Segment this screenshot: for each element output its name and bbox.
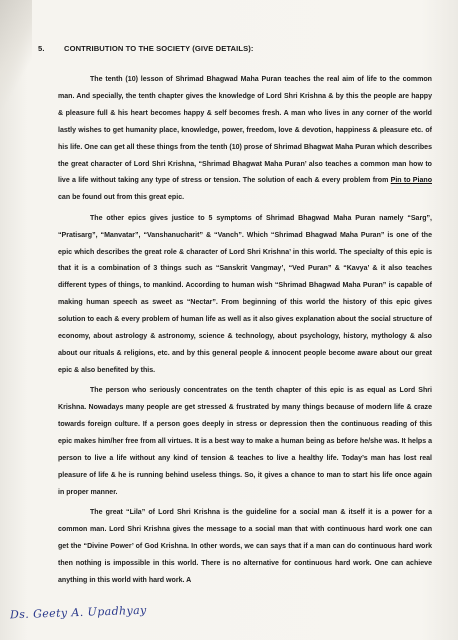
paragraph-4: The great “Lila” of Lord Shri Krishna is the guideline for a social man & itself it is a power for a common man. Lord Shri Krishna gives the message to a social man that with continuous hard work one can get the “Divine Power’ of God Krishna. In other words, we can says that if a man can do continuous hard work then nothing is impossible in this world. There is no alternative for continuous hard work. One can achieve anything in this world with hard work. A: [58, 509, 432, 584]
section-heading: [38, 44, 438, 53]
section-title: CONTRIBUTION TO THE SOCIETY (GIVE DETAILS):: [64, 44, 254, 53]
document-body: [58, 72, 432, 593]
section-number: 5.: [38, 44, 45, 53]
pin-to-piano-link[interactable]: Pin to Piano: [390, 177, 432, 185]
paragraph-1-text-before: The tenth (10) lesson of Shrimad Bhagwad Maha Puran teaches the real aim of life to the common man. And specially, the tenth chapter gives the knowledge of Lord Shri Krishna & by this the people are happy & pleasure full & his heart becomes happy & self becomes fresh. A man who lives in any corner of the world lastly wishes to get humanity place, knowledge, power, freedom, love & devotion, happiness & pleasure etc. of his life. One can get all these things from the tenth (10) prose of Shrimad Bhagwat Maha Puran which describes the great character of Lord Shri Krishna, “Shrimad Bhagwat Maha Puran’ also teaches a common man how to live a life without taking any type of stress or tension. The solution of each & every problem from: [58, 76, 432, 185]
page-fold-shadow: [0, 0, 32, 110]
paragraph-1-text-after: can be found out from this great epic.: [58, 194, 185, 202]
paragraph-3: The person who seriously concentrates on the tenth chapter of this epic is as equal as Lord Shri Krishna. Nowadays many people are get stressed & frustrated by many things because of modern life & craze towards foreign culture. If a person goes deeply in stress or depression then the continuous reading of this epic makes him/her free from all virtues. It is a best way to make a human being as before he/she was. It helps a person to live a life without any kind of tension & teaches to live a healthy life. Today’s man has lost real pleasure of life & he is running behind useless things. So, it gives a chance to man to start his life once again in proper manner.: [58, 387, 433, 496]
handwritten-signature: Ds. Geety A. Upadhyay: [9, 603, 147, 622]
paragraph-1: [58, 72, 432, 207]
paragraph-2: The other epics gives justice to 5 symptoms of Shrimad Bhagwad Maha Puran namely “Sarg”, “Pratisarg”, “Manvatar”, “Vanshanucharit” & “Vanch”. Which “Shrimad Bhagwad Maha Puran” is one of the epic which describes the great role & character of Lord Shri Krishna’ in this world. The specialty of this epic is that it is a combination of 3 things such as “Sanskrit Vangmay’, “Ved Puran” & “Kavya’ & it also teaches different types of things, to mankind. According to human wish “Shrimad Bhagwad Maha Puran” is capable of making human speech as sweet as “Nectar”. From beginning of this world the history of this epic gives solution to each & every problem of human life as well as it also gives explanation about the social structure of economy, about astrology & astronomy, science & technology, about psychology, history, mythology & also about our rituals & religions, etc. and by this general people & innocent people become aware about our great epic & also benefited by this.: [58, 214, 432, 374]
